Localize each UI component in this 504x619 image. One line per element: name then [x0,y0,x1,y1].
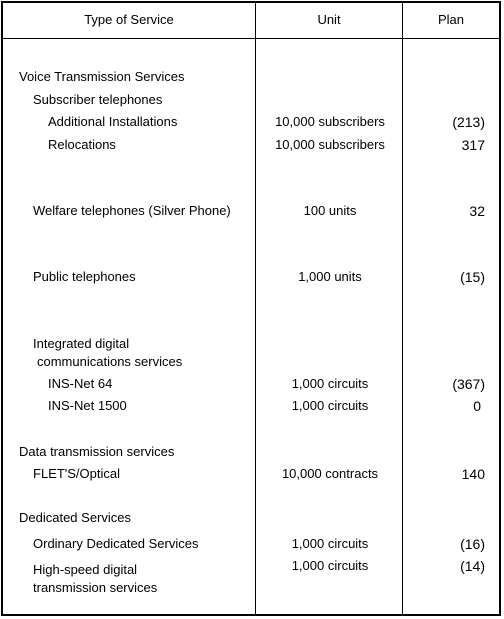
row-label-flets: FLET'S/Optical [33,466,121,481]
row-label-public: Public telephones [33,269,136,284]
category-dedicated: Dedicated Services [19,510,131,525]
row-unit-public: 1,000 units [298,269,362,284]
row-plan-public: (15) [460,269,485,285]
service-plan-table [1,1,501,616]
row-unit-relocations: 10,000 subscribers [275,137,385,152]
header-type-of-service: Type of Service [84,12,174,27]
row-label-ins1500: INS-Net 1500 [48,398,127,413]
row-unit-ins64: 1,000 circuits [291,376,369,391]
row-plan-flets: 140 [461,466,485,482]
row-unit-highspeed: 1,000 circuits [291,558,369,573]
category-data: Data transmission services [19,444,175,459]
header-divider [3,38,499,39]
category-voice: Voice Transmission Services [19,69,185,84]
row-label-ins64: INS-Net 64 [48,376,113,391]
column-divider-unit [255,3,256,614]
row-plan-highspeed: (14) [460,558,485,574]
subcategory-subscriber: Subscriber telephones [33,92,163,107]
row-label-highspeed-line1: High-speed digital [33,562,138,577]
row-label-relocations: Relocations [48,137,116,152]
header-plan: Plan [437,12,465,27]
row-plan-welfare: 32 [469,203,485,219]
row-unit-flets: 10,000 contracts [281,466,379,481]
row-label-ordinary: Ordinary Dedicated Services [33,536,199,551]
column-divider-plan [402,3,403,614]
row-plan-ins64: (367) [452,376,485,392]
row-unit-ins1500: 1,000 circuits [291,398,369,413]
row-plan-ins1500: 0 [473,398,481,414]
subcategory-integrated-line1: Integrated digital [33,336,130,351]
row-plan-ordinary: (16) [460,536,485,552]
row-plan-relocations: 317 [461,137,485,153]
row-label-additional: Additional Installations [48,114,178,129]
row-label-welfare: Welfare telephones (Silver Phone) [33,203,231,218]
subcategory-integrated-line2: communications services [37,354,183,369]
row-unit-welfare: 100 units [303,203,357,218]
header-unit: Unit [317,12,341,27]
row-unit-ordinary: 1,000 circuits [291,536,369,551]
row-unit-additional: 10,000 subscribers [275,114,385,129]
row-label-highspeed-line2: transmission services [33,580,158,595]
row-plan-additional: (213) [452,114,485,130]
